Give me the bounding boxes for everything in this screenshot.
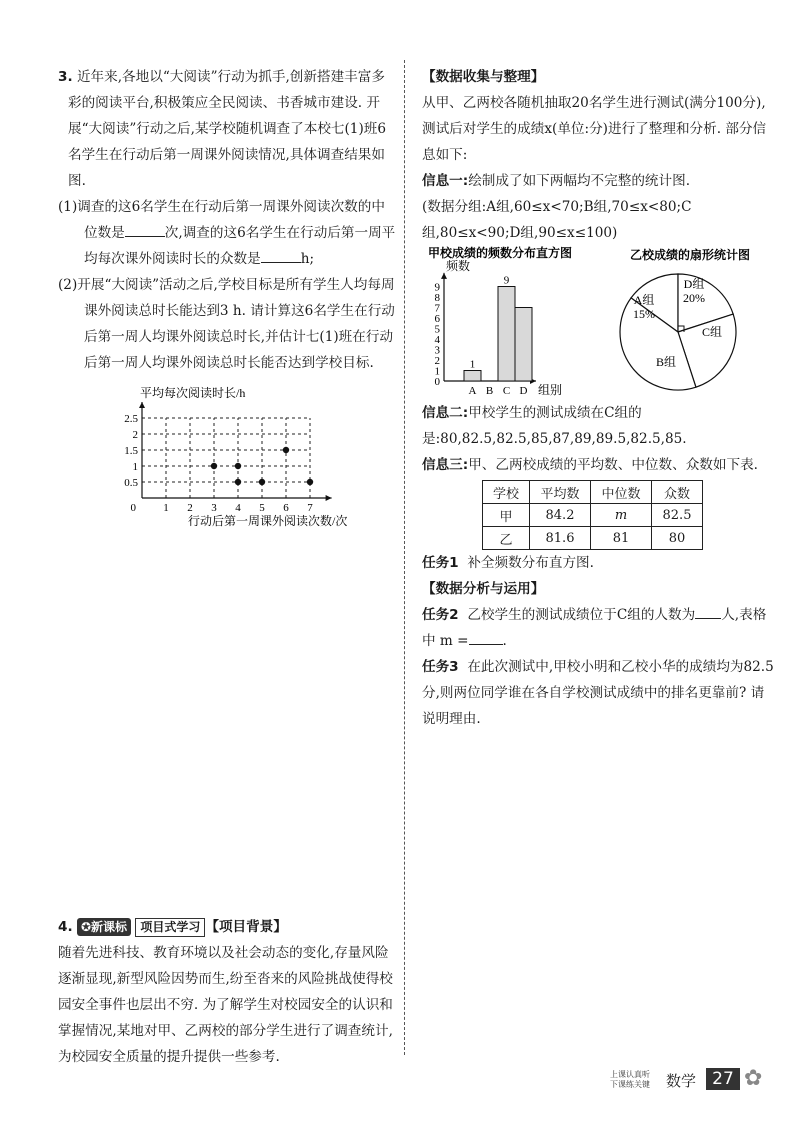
pie-slice-percent: 20% — [683, 291, 705, 305]
pie-slice-label: B组 — [655, 355, 677, 369]
page-number: 27 — [706, 1068, 740, 1090]
y-tick-label: 7 — [434, 302, 440, 315]
pie-slice-label: A组 — [633, 293, 655, 307]
column-divider — [404, 60, 405, 1055]
task2-text-c: . — [502, 633, 507, 649]
histogram-title: 甲校成绩的频数分布直方图 — [428, 246, 573, 260]
scatter-point — [235, 463, 241, 469]
histogram-y-label: 频数 — [446, 259, 471, 273]
question-3 — [58, 64, 398, 376]
histogram-x-label: 组别 — [538, 383, 563, 397]
y-tick-label: 0 — [434, 376, 440, 388]
scatter-y-axis-title: 平均每次阅读时长/h — [140, 386, 246, 400]
footer-slogan-line1: 上课认真听 — [610, 1070, 650, 1079]
answer-blank-m[interactable] — [469, 630, 503, 645]
histogram-bar — [515, 308, 532, 382]
q4-text: 随着先进科技、教育环境以及社会动态的变化,存量风险逐渐显现,新型风险因势而生,纷至沓来的风险挑战使得校园安全事件也层出不穷. 为了解学生对校园安全的认识和掌握情况,某地对甲、乙两校的部分学生进行了调查统计,为校园安全质量的提升提供一些参考. — [58, 945, 393, 1065]
scatter-point — [211, 463, 217, 469]
question-4 — [58, 914, 398, 1070]
section-data-collection: 【数据收集与整理】 — [422, 69, 545, 85]
scatter-point — [307, 479, 313, 485]
q4-heading: 【项目背景】 — [205, 919, 287, 935]
mascot-star-icon: ✿ — [744, 1066, 763, 1091]
scatter-grid — [142, 418, 310, 498]
question-4-continued — [422, 64, 774, 246]
q3-number: 3. — [58, 69, 73, 85]
x-tick-label: 4 — [235, 502, 241, 514]
footer-subject: 数学 — [666, 1072, 697, 1090]
x-tick-label: 6 — [283, 502, 289, 514]
info2-label: 信息二: — [422, 405, 469, 421]
bar-value-label: 1 — [469, 358, 476, 371]
table-cell: 乙 — [483, 527, 530, 550]
x-tick-label: A — [468, 385, 477, 397]
stats-table — [482, 480, 703, 550]
info1-text: 绘制成了如下两幅均不完整的统计图. — [468, 173, 691, 189]
y-tick-label: 4 — [434, 334, 440, 346]
task1 — [422, 550, 774, 576]
histogram-bars — [464, 275, 532, 382]
task2-text-b: 人,表格中 m = — [422, 607, 767, 649]
table-row — [483, 504, 703, 527]
y-tick-label: 8 — [434, 292, 440, 304]
info2 — [422, 400, 774, 452]
info3-text: 甲、乙两校成绩的平均数、中位数、众数如下表. — [468, 457, 759, 473]
x-tick-label: 1 — [163, 502, 169, 514]
y-tick-label: 1.5 — [124, 445, 138, 457]
info3-label: 信息三: — [422, 457, 469, 473]
project-learning-badge: 项目式学习 — [135, 918, 205, 937]
x-tick-label: 3 — [211, 502, 217, 514]
answer-blank-count[interactable] — [695, 604, 721, 619]
y-tick-label: 5 — [434, 323, 440, 336]
y-tick-label: 6 — [434, 313, 440, 325]
task2 — [422, 602, 774, 654]
table-row — [483, 527, 703, 550]
table-cell: 80 — [652, 527, 703, 550]
x-tick-label: C — [502, 385, 511, 397]
q3-intro-text: 近年来,各地以“大阅读”行动为抓手,创新搭建丰富多彩的阅读平台,积极策应全民阅读、书香城市建设. 开展“大阅读”行动之后,某学校随机调查了本校七(1)班6名学生在行动后第一周课外阅读情况,具体调查结果如图. — [68, 69, 386, 189]
pie-chart — [600, 244, 780, 394]
bar-value-label: 9 — [503, 274, 510, 287]
scatter-point — [235, 479, 241, 485]
info3 — [422, 452, 774, 478]
grouping-text: (数据分组:A组,60≤x<70;B组,70≤x<80;C组,80≤x<90;D组,90≤x≤100) — [422, 199, 692, 241]
footer-slogan-line2: 下课练关键 — [610, 1080, 650, 1089]
info1-label: 信息一: — [422, 173, 469, 189]
task1-text: 补全频数分布直方图. — [467, 555, 594, 571]
q3-part1-text-a: (1)调查的这6名学生在行动后第一周课外阅读次数的中位数是 — [58, 199, 385, 241]
y-tick-label: 3 — [434, 344, 440, 357]
task2-text-a: 乙校学生的测试成绩位于C组的人数为 — [467, 607, 696, 623]
table-header-row — [483, 481, 703, 504]
y-axis-arrow — [441, 273, 447, 279]
info-2-3-block — [422, 400, 774, 478]
task3-label: 任务3 — [422, 659, 459, 675]
table-cell: 甲 — [483, 504, 530, 527]
section-data-analysis: 【数据分析与运用】 — [422, 581, 545, 597]
table-header: 学校 — [483, 481, 530, 504]
y-tick-label: 2 — [434, 355, 440, 367]
table-cell: 81 — [591, 527, 652, 550]
x-tick-label: 5 — [259, 502, 265, 514]
table-cell: 82.5 — [652, 504, 703, 527]
pie-slice-label: C组 — [701, 325, 723, 339]
q4-number: 4. — [58, 919, 73, 935]
table-cell: 84.2 — [530, 504, 591, 527]
answer-blank-mode[interactable] — [261, 248, 301, 263]
table-header: 众数 — [652, 481, 703, 504]
table-header: 中位数 — [591, 481, 652, 504]
scatter-point — [259, 479, 265, 485]
table-cell: 81.6 — [530, 527, 591, 550]
info1 — [422, 168, 774, 194]
page-footer — [610, 1066, 780, 1100]
pie-slice-label: D组 — [683, 277, 705, 291]
x-tick-label: 2 — [187, 502, 193, 514]
new-curriculum-badge — [77, 918, 131, 936]
pie-slice-percent: 15% — [633, 307, 655, 321]
q3-intro — [58, 64, 398, 194]
histogram-chart — [422, 244, 592, 400]
data-collection-text: 从甲、乙两校各随机抽取20名学生进行测试(满分100分),测试后对学生的成绩x(单位:分)进行了整理和分析. 部分信息如下: — [422, 95, 767, 163]
y-tick-label: 9 — [434, 281, 440, 294]
y-tick-label: 0.5 — [124, 477, 138, 489]
task1-label: 任务1 — [422, 555, 459, 571]
y-tick-label: 2 — [132, 429, 138, 441]
star-icon: ✪ — [80, 920, 92, 934]
scatter-chart — [100, 385, 380, 535]
scatter-axes — [124, 402, 331, 514]
info2-text: 甲校学生的测试成绩在C组的是:80,82.5,82.5,85,87,89,89.5,82.5,85. — [422, 405, 687, 447]
y-tick-label: 1 — [132, 461, 138, 473]
q3-part1-text-c: h; — [300, 251, 315, 267]
q3-part1-text-b: 次,调查的这6名学生在行动后第一周平均每次课外阅读时长的众数是 — [84, 225, 396, 267]
histogram-bar — [498, 287, 515, 382]
badge-label-1: 新课标 — [91, 920, 128, 934]
q3-part1 — [58, 194, 398, 272]
answer-blank-median[interactable] — [125, 222, 165, 237]
task3 — [422, 654, 774, 732]
x-tick-label: B — [485, 385, 494, 397]
y-tick-label: 2.5 — [124, 413, 138, 425]
task2-label: 任务2 — [422, 607, 459, 623]
pie-title: 乙校成绩的扇形统计图 — [629, 248, 751, 262]
scatter-point — [283, 447, 289, 453]
x-tick-label: D — [519, 385, 528, 397]
table-header: 平均数 — [530, 481, 591, 504]
x-tick-label: 7 — [307, 502, 313, 514]
q4-header — [58, 914, 398, 940]
origin-label: 0 — [130, 502, 136, 514]
scatter-x-axis-title: 行动后第一周课外阅读次数/次 — [188, 514, 348, 528]
y-axis-arrow — [139, 402, 145, 408]
q3-part2: (2)开展“大阅读”活动之后,学校目标是所有学生人均每周课外阅读总时长能达到3 h. 请计算这6名学生在行动后第一周人均课外阅读总时长,并估计七(1)班在行动后第一周人均课外阅读总时长能否达到学校目标. — [58, 277, 395, 371]
tasks-block — [422, 550, 774, 732]
y-tick-label: 1 — [434, 365, 440, 378]
histogram-bar — [464, 371, 481, 382]
table-cell: m — [591, 504, 652, 527]
footer-slogan — [610, 1070, 650, 1090]
x-axis-arrow — [326, 495, 332, 501]
task3-text: 在此次测试中,甲校小明和乙校小华的成绩均为82.5分,则两位同学谁在各自学校测试成绩中的排名更靠前? 请说明理由. — [422, 659, 774, 727]
